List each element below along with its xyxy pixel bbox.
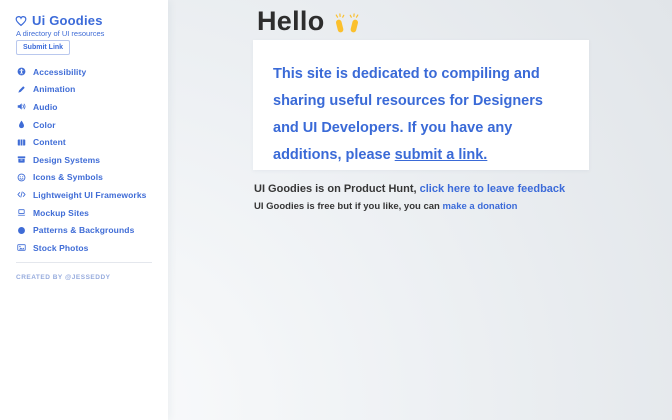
sidebar-item-design-systems[interactable] xyxy=(0,151,168,169)
sidebar-item-lightweight-ui-frameworks[interactable] xyxy=(0,186,168,204)
producthunt-text: UI Goodies is on Product Hunt, xyxy=(254,183,420,195)
page-title xyxy=(257,6,361,37)
donation-line xyxy=(254,201,517,212)
sidebar-item-accessibility[interactable] xyxy=(0,63,168,81)
animation-icon xyxy=(17,85,26,94)
sidebar-nav xyxy=(0,63,168,257)
sidebar-item-color[interactable] xyxy=(0,116,168,134)
code-icon xyxy=(17,190,26,199)
sidebar-item-label: Lightweight UI Frameworks xyxy=(33,189,147,200)
sidebar xyxy=(0,0,168,420)
logo[interactable] xyxy=(15,13,103,28)
design-systems-icon xyxy=(17,155,26,164)
sidebar-item-label: Icons & Symbols xyxy=(33,172,103,183)
audio-icon xyxy=(17,102,26,111)
laptop-icon xyxy=(17,208,26,217)
sidebar-item-label: Mockup Sites xyxy=(33,207,89,218)
sidebar-item-label: Content xyxy=(33,137,66,148)
sidebar-divider xyxy=(16,262,152,263)
sidebar-item-stock-photos[interactable] xyxy=(0,239,168,257)
photo-icon xyxy=(17,243,26,252)
content-icon xyxy=(17,138,26,147)
circle-icon xyxy=(17,226,26,235)
sidebar-item-label: Color xyxy=(33,119,56,130)
sidebar-item-mockup-sites[interactable] xyxy=(0,204,168,222)
sidebar-item-label: Accessibility xyxy=(33,66,87,77)
intro-card xyxy=(253,40,589,170)
color-icon xyxy=(17,120,26,129)
submit-link-button[interactable]: Submit Link xyxy=(16,40,70,55)
heart-outline-icon xyxy=(15,15,27,27)
greeting-text: Hello xyxy=(257,6,325,36)
sidebar-item-label: Animation xyxy=(33,84,76,95)
donation-text: UI Goodies is free but if you like, you can xyxy=(254,201,443,212)
sidebar-item-label: Design Systems xyxy=(33,154,101,165)
sidebar-item-animation[interactable] xyxy=(0,81,168,99)
credit-text: CREATED BY @JESSEDDY xyxy=(16,274,111,281)
intro-text: This site is dedicated to compiling and sharing useful resources for Designers and UI Developers. If you have any additions, please xyxy=(273,66,543,163)
raised-hands-emoji xyxy=(333,12,361,34)
make-a-donation-link[interactable]: make a donation xyxy=(442,201,518,212)
sidebar-item-label: Stock Photos xyxy=(33,242,89,253)
sidebar-item-content[interactable] xyxy=(0,133,168,151)
app-tagline: A directory of UI resources xyxy=(16,29,105,38)
sidebar-item-patterns-backgrounds[interactable] xyxy=(0,221,168,239)
sidebar-item-label: Audio xyxy=(33,101,58,112)
accessibility-icon xyxy=(17,67,26,76)
submit-a-link-link[interactable]: submit a link. xyxy=(394,147,488,163)
producthunt-feedback-link[interactable]: click here to leave feedback xyxy=(419,183,566,195)
sidebar-item-audio[interactable] xyxy=(0,98,168,116)
sidebar-item-label: Patterns & Backgrounds xyxy=(33,225,135,236)
icons-symbols-icon xyxy=(17,173,26,182)
sidebar-item-icons-symbols[interactable] xyxy=(0,169,168,187)
producthunt-line xyxy=(254,183,565,195)
app-title: Ui Goodies xyxy=(32,13,103,28)
